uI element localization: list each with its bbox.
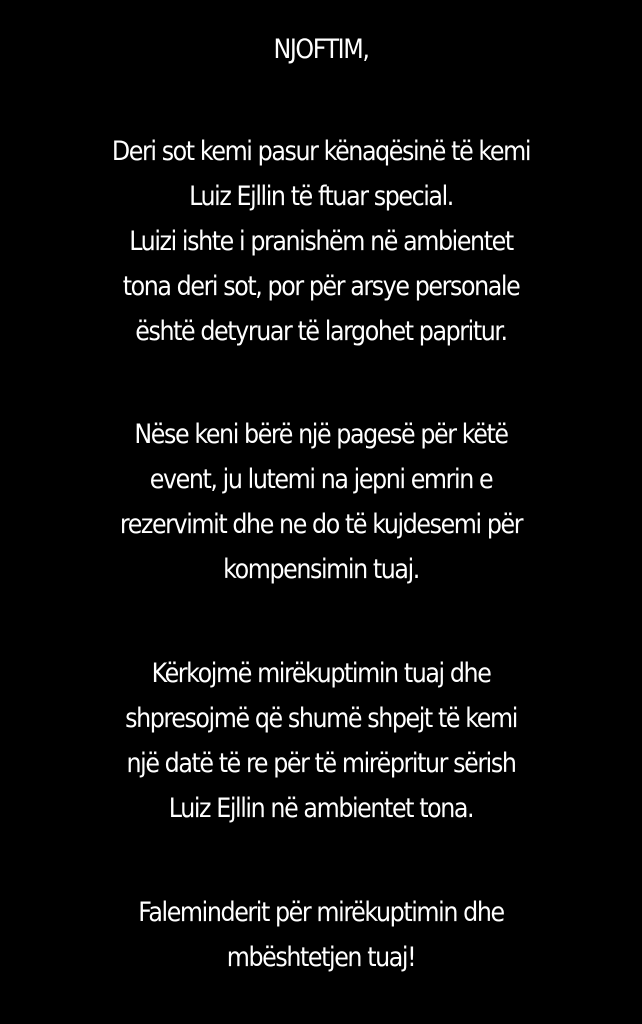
notice-text-line: mbështetjen tuaj! xyxy=(226,942,416,973)
notice-text-line: shpresojmë që shumë shpejt të kemi xyxy=(125,703,517,734)
notice-text-line: është detyruar të largohet papritur. xyxy=(135,316,507,347)
notice-text-line: Deri sot kemi pasur kënaqësinë të kemi xyxy=(111,136,531,167)
notice-text-line: Nëse keni bërë një pagesë për këtë xyxy=(134,419,508,450)
notice-text-line: Faleminderit për mirëkuptimin dhe xyxy=(138,897,504,928)
notice-text-line: tona deri sot, por për arsye personale xyxy=(122,271,520,302)
notice-text-line: rezervimit dhe ne do të kujdesemi për xyxy=(119,509,523,540)
notice-text-line: Luiz Ejllin të ftuar special. xyxy=(189,181,453,212)
notice-text-line: event, ju lutemi na jepni emrin e xyxy=(149,464,493,495)
notice-text-line: Luizi ishte i pranishëm në ambientet xyxy=(129,226,513,257)
notice-heading: NJOFTIM, xyxy=(273,34,369,65)
notice-text-line: një datë të re për të mirëpritur sërish xyxy=(126,748,516,779)
notice-text-line: Kërkojmë mirëkuptimin tuaj dhe xyxy=(151,658,491,689)
notice-text-line: kompensimin tuaj. xyxy=(223,554,419,585)
notice-text-line: Luiz Ejllin në ambientet tona. xyxy=(168,793,474,824)
